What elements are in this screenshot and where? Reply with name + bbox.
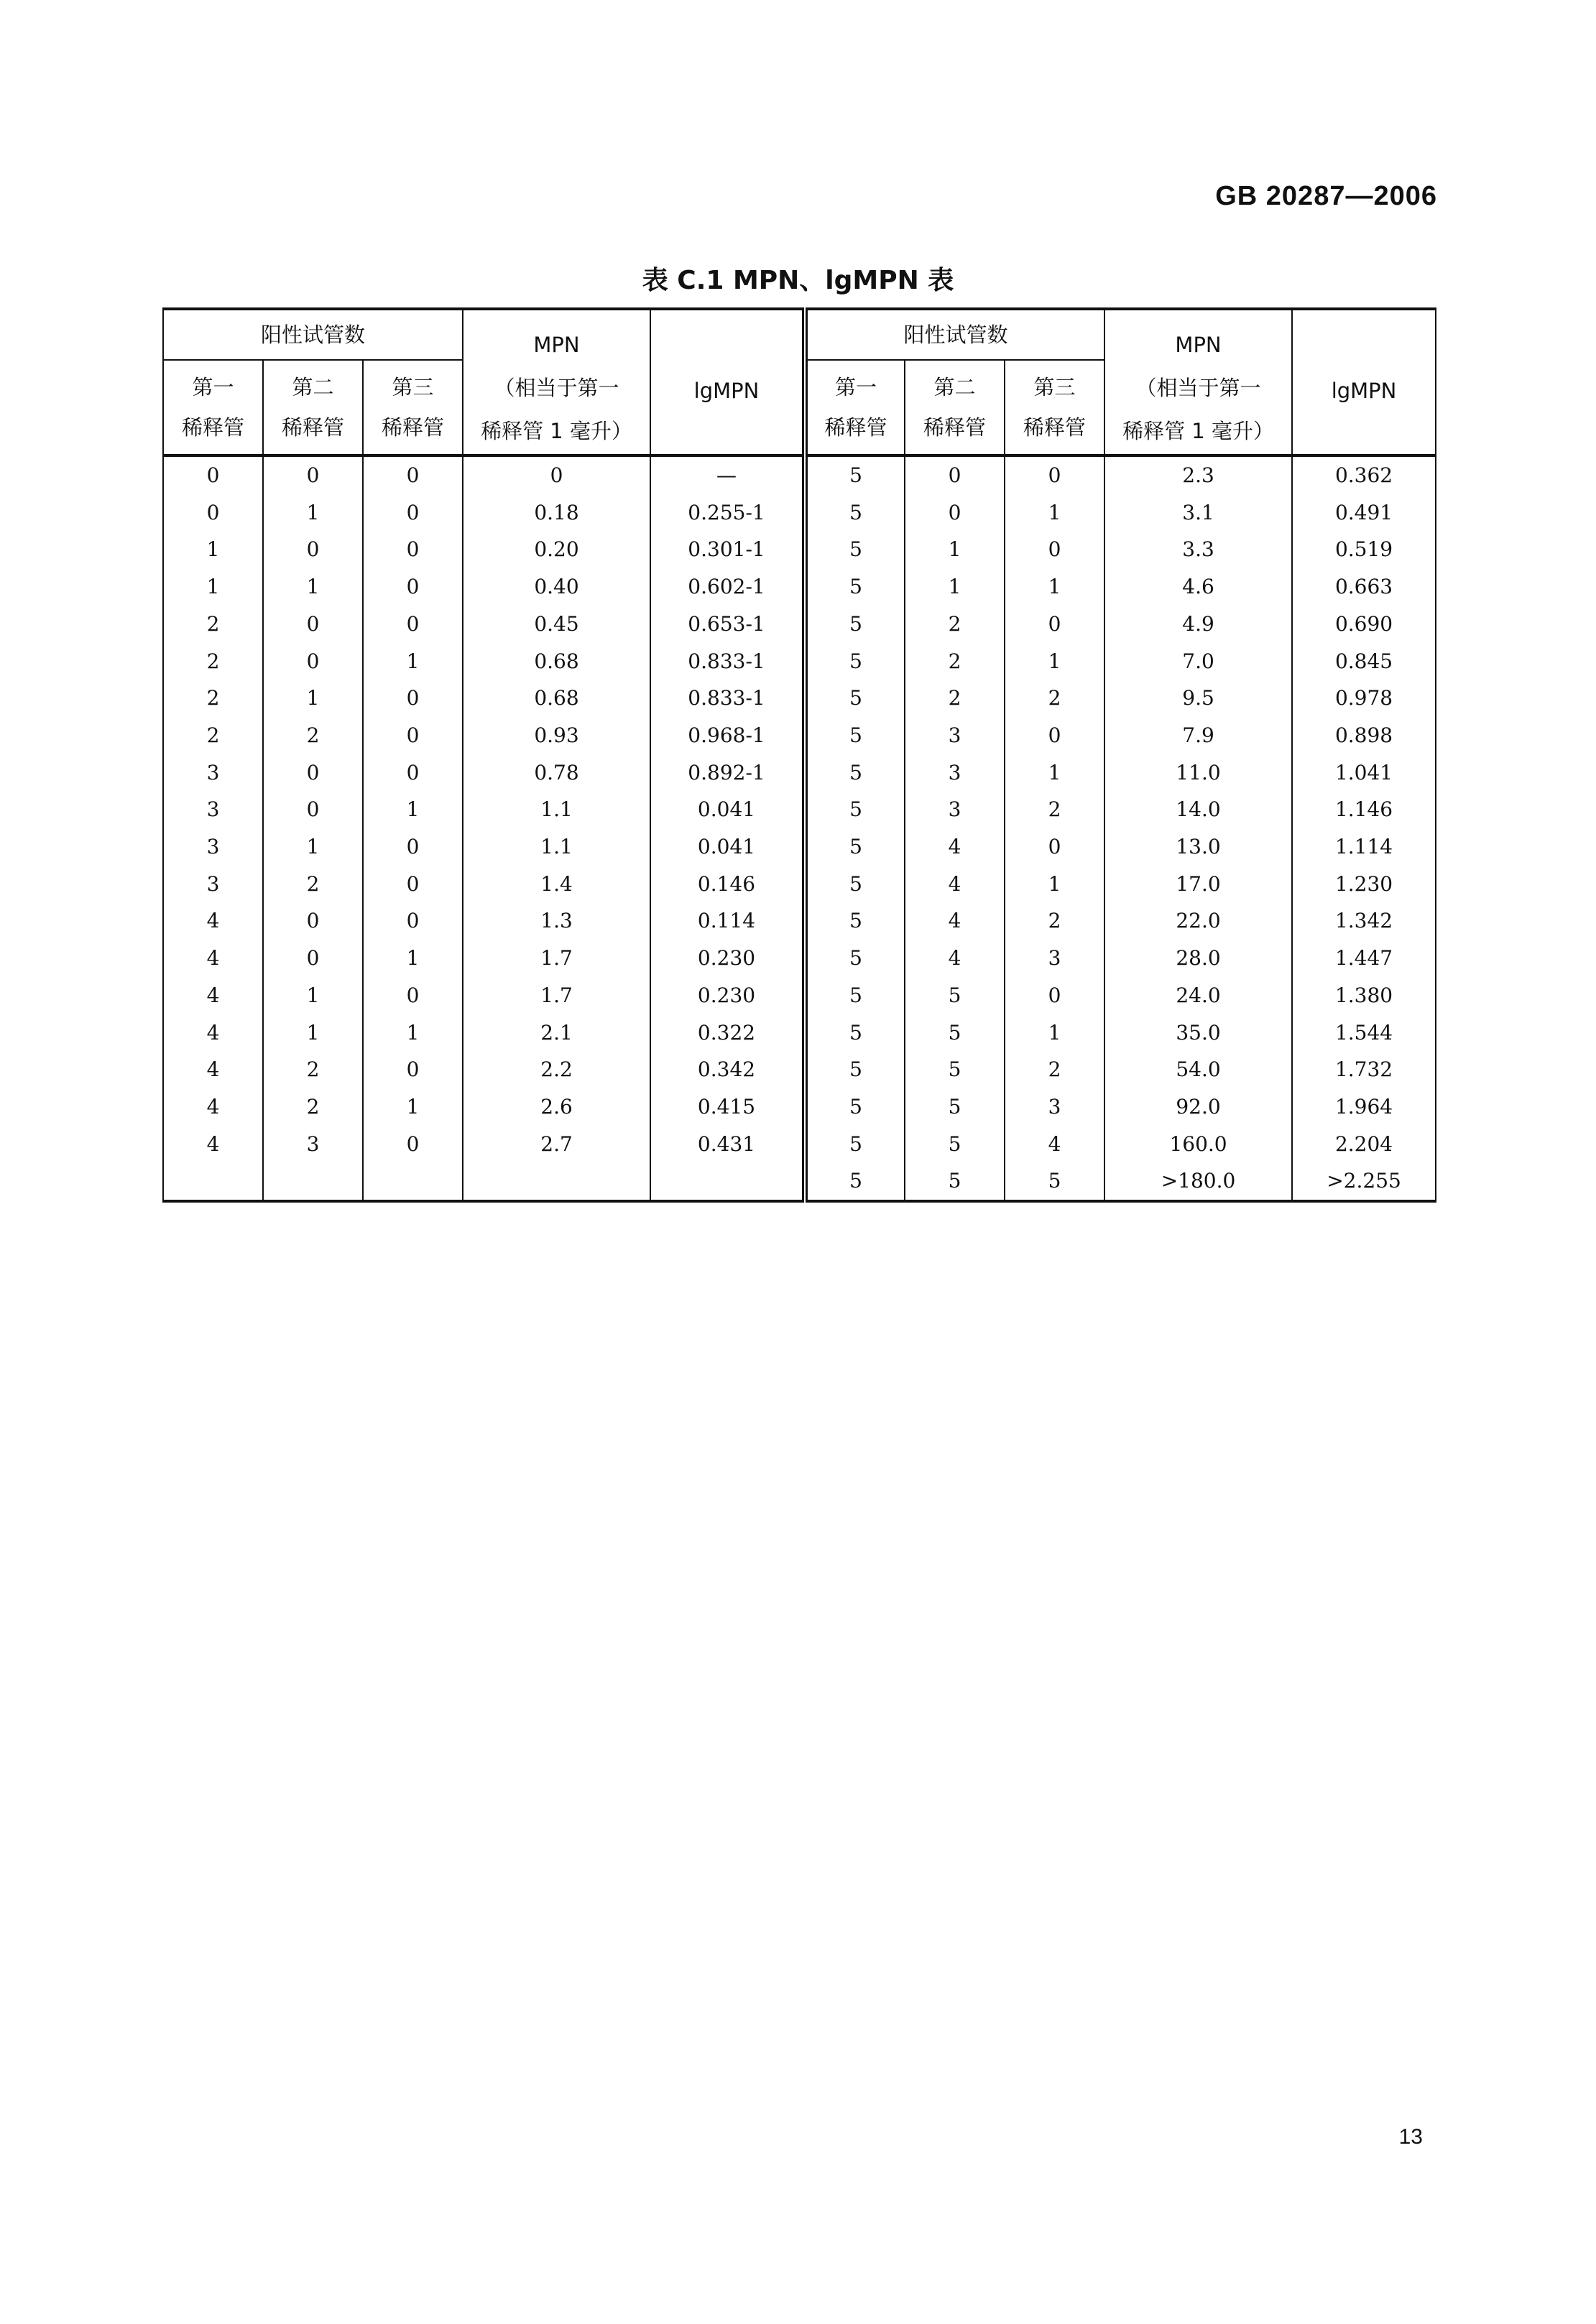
cell-left-lgmpn: 0.255-1 xyxy=(650,494,805,532)
cell-right-third: 4 xyxy=(1005,1126,1104,1163)
cell-right-third: 0 xyxy=(1005,717,1104,754)
header-first-right-line1: 第一 xyxy=(835,375,877,399)
cell-right-lgmpn: 0.898 xyxy=(1292,717,1436,754)
cell-right-third: 0 xyxy=(1005,606,1104,643)
cell-left-second: 3 xyxy=(263,1126,363,1163)
cell-right-third: 0 xyxy=(1005,531,1104,568)
table-row xyxy=(163,455,1436,494)
cell-left-lgmpn: 0.431 xyxy=(650,1126,805,1163)
cell-left-second: 1 xyxy=(263,977,363,1014)
cell-right-mpn: 2.3 xyxy=(1104,455,1292,494)
cell-right-lgmpn: 1.041 xyxy=(1292,754,1436,792)
cell-left-lgmpn xyxy=(650,1162,805,1201)
cell-right-third: 1 xyxy=(1005,866,1104,903)
cell-left-third: 0 xyxy=(363,606,463,643)
cell-right-lgmpn: 1.342 xyxy=(1292,902,1436,940)
cell-left-second: 0 xyxy=(263,531,363,568)
cell-right-second: 5 xyxy=(905,1126,1005,1163)
cell-right-second: 4 xyxy=(905,828,1005,866)
cell-right-first: 5 xyxy=(805,1162,905,1201)
cell-left-third: 0 xyxy=(363,680,463,717)
cell-left-lgmpn: 0.968-1 xyxy=(650,717,805,754)
cell-left-third: 0 xyxy=(363,866,463,903)
table-body xyxy=(163,455,1436,1201)
cell-right-lgmpn: >2.255 xyxy=(1292,1162,1436,1201)
cell-right-third: 1 xyxy=(1005,1014,1104,1052)
cell-left-first: 4 xyxy=(163,1051,263,1088)
header-second-left-line1: 第二 xyxy=(292,375,334,399)
cell-right-mpn: 7.0 xyxy=(1104,643,1292,680)
cell-left-mpn: 0.20 xyxy=(463,531,650,568)
cell-left-second xyxy=(263,1162,363,1201)
table-row xyxy=(163,680,1436,717)
cell-left-second: 1 xyxy=(263,1014,363,1052)
header-second-right-line1: 第二 xyxy=(933,375,976,399)
table-row xyxy=(163,754,1436,792)
cell-right-lgmpn: 0.362 xyxy=(1292,455,1436,494)
table-title: 表 C.1 MPN、lgMPN 表 xyxy=(642,266,954,295)
cell-left-third: 0 xyxy=(363,568,463,606)
cell-left-lgmpn: 0.230 xyxy=(650,977,805,1014)
cell-right-third: 5 xyxy=(1005,1162,1104,1201)
cell-left-second: 0 xyxy=(263,455,363,494)
cell-left-third: 1 xyxy=(363,791,463,828)
cell-right-second: 1 xyxy=(905,531,1005,568)
cell-right-mpn: 9.5 xyxy=(1104,680,1292,717)
cell-right-second: 3 xyxy=(905,791,1005,828)
cell-right-second: 1 xyxy=(905,568,1005,606)
cell-left-mpn: 0.45 xyxy=(463,606,650,643)
cell-right-third: 1 xyxy=(1005,568,1104,606)
cell-right-first: 5 xyxy=(805,1051,905,1088)
table-row xyxy=(163,1014,1436,1052)
cell-left-mpn: 1.1 xyxy=(463,791,650,828)
cell-left-lgmpn: 0.602-1 xyxy=(650,568,805,606)
cell-right-lgmpn: 2.204 xyxy=(1292,1126,1436,1163)
table-row xyxy=(163,828,1436,866)
cell-right-third: 1 xyxy=(1005,754,1104,792)
cell-right-second: 4 xyxy=(905,866,1005,903)
cell-left-third: 0 xyxy=(363,902,463,940)
cell-right-mpn: 28.0 xyxy=(1104,940,1292,977)
cell-left-first: 4 xyxy=(163,940,263,977)
table-row xyxy=(163,1051,1436,1088)
cell-left-first: 3 xyxy=(163,791,263,828)
cell-right-second: 4 xyxy=(905,902,1005,940)
cell-left-first: 1 xyxy=(163,531,263,568)
cell-left-mpn: 0 xyxy=(463,455,650,494)
cell-right-third: 2 xyxy=(1005,680,1104,717)
header-first-right-line2: 稀释管 xyxy=(824,415,887,440)
cell-right-lgmpn: 0.519 xyxy=(1292,531,1436,568)
header-second-dilution-left xyxy=(263,360,363,455)
cell-left-third: 0 xyxy=(363,977,463,1014)
cell-left-third: 0 xyxy=(363,531,463,568)
cell-right-lgmpn: 1.732 xyxy=(1292,1051,1436,1088)
table-row xyxy=(163,902,1436,940)
cell-left-third: 0 xyxy=(363,494,463,532)
cell-left-mpn: 1.3 xyxy=(463,902,650,940)
cell-left-mpn: 0.18 xyxy=(463,494,650,532)
cell-left-first: 3 xyxy=(163,754,263,792)
cell-right-lgmpn: 0.978 xyxy=(1292,680,1436,717)
cell-right-mpn: 160.0 xyxy=(1104,1126,1292,1163)
cell-right-second: 5 xyxy=(905,1051,1005,1088)
cell-left-second: 2 xyxy=(263,1088,363,1126)
cell-right-mpn: 17.0 xyxy=(1104,866,1292,903)
cell-right-first: 5 xyxy=(805,568,905,606)
cell-left-third: 1 xyxy=(363,1014,463,1052)
cell-left-second: 1 xyxy=(263,828,363,866)
cell-right-second: 2 xyxy=(905,680,1005,717)
cell-right-first: 5 xyxy=(805,717,905,754)
cell-left-second: 1 xyxy=(263,680,363,717)
cell-right-third: 2 xyxy=(1005,1051,1104,1088)
cell-right-mpn: 22.0 xyxy=(1104,902,1292,940)
table-row xyxy=(163,531,1436,568)
cell-right-first: 5 xyxy=(805,1126,905,1163)
table-row xyxy=(163,568,1436,606)
header-third-dilution-left xyxy=(363,360,463,455)
cell-left-mpn: 0.68 xyxy=(463,643,650,680)
cell-left-first: 3 xyxy=(163,828,263,866)
header-positive-tubes-left: 阳性试管数 xyxy=(163,309,463,360)
cell-right-second: 0 xyxy=(905,455,1005,494)
header-second-left-line2: 稀释管 xyxy=(281,415,344,440)
cell-left-lgmpn: 0.114 xyxy=(650,902,805,940)
header-mpn-left xyxy=(463,309,650,455)
cell-right-third: 1 xyxy=(1005,494,1104,532)
header-third-right-line1: 第三 xyxy=(1033,375,1076,399)
cell-right-lgmpn: 1.230 xyxy=(1292,866,1436,903)
cell-right-lgmpn: 1.380 xyxy=(1292,977,1436,1014)
table-row xyxy=(163,1088,1436,1126)
cell-left-first: 3 xyxy=(163,866,263,903)
cell-right-first: 5 xyxy=(805,828,905,866)
cell-left-third: 0 xyxy=(363,828,463,866)
cell-left-third: 0 xyxy=(363,717,463,754)
cell-right-mpn: 3.3 xyxy=(1104,531,1292,568)
cell-left-first: 0 xyxy=(163,494,263,532)
cell-right-first: 5 xyxy=(805,455,905,494)
cell-right-second: 3 xyxy=(905,717,1005,754)
cell-left-mpn: 1.1 xyxy=(463,828,650,866)
cell-right-mpn: 13.0 xyxy=(1104,828,1292,866)
cell-left-first: 0 xyxy=(163,455,263,494)
table-header xyxy=(163,309,1436,455)
header-lgmpn-right: lgMPN xyxy=(1292,309,1436,455)
cell-right-lgmpn: 0.491 xyxy=(1292,494,1436,532)
cell-left-first: 4 xyxy=(163,977,263,1014)
cell-right-lgmpn: 1.114 xyxy=(1292,828,1436,866)
cell-left-second: 0 xyxy=(263,940,363,977)
table-row xyxy=(163,1126,1436,1163)
cell-right-third: 0 xyxy=(1005,977,1104,1014)
cell-right-mpn: 24.0 xyxy=(1104,977,1292,1014)
header-third-right-line2: 稀释管 xyxy=(1023,415,1087,440)
cell-left-first: 2 xyxy=(163,717,263,754)
cell-right-third: 3 xyxy=(1005,1088,1104,1126)
cell-right-mpn: >180.0 xyxy=(1104,1162,1292,1201)
cell-left-second: 2 xyxy=(263,866,363,903)
cell-left-lgmpn: 0.653-1 xyxy=(650,606,805,643)
cell-right-mpn: 11.0 xyxy=(1104,754,1292,792)
table-row xyxy=(163,717,1436,754)
cell-right-mpn: 92.0 xyxy=(1104,1088,1292,1126)
cell-right-lgmpn: 1.544 xyxy=(1292,1014,1436,1052)
cell-left-lgmpn: 0.833-1 xyxy=(650,643,805,680)
cell-right-third: 1 xyxy=(1005,643,1104,680)
cell-right-third: 0 xyxy=(1005,455,1104,494)
cell-left-third: 0 xyxy=(363,1051,463,1088)
cell-left-mpn: 2.1 xyxy=(463,1014,650,1052)
header-mpn-left-line1: MPN xyxy=(533,333,580,357)
cell-left-lgmpn: 0.342 xyxy=(650,1051,805,1088)
cell-left-mpn: 0.40 xyxy=(463,568,650,606)
cell-right-second: 3 xyxy=(905,754,1005,792)
standard-number: GB 20287—2006 xyxy=(1215,181,1437,211)
cell-right-first: 5 xyxy=(805,977,905,1014)
table-row xyxy=(163,866,1436,903)
cell-right-mpn: 4.9 xyxy=(1104,606,1292,643)
cell-right-first: 5 xyxy=(805,1088,905,1126)
table-row xyxy=(163,791,1436,828)
table-row xyxy=(163,643,1436,680)
cell-right-first: 5 xyxy=(805,902,905,940)
header-first-dilution-left xyxy=(163,360,263,455)
header-third-left-line1: 第三 xyxy=(392,375,434,399)
cell-right-mpn: 4.6 xyxy=(1104,568,1292,606)
cell-left-third xyxy=(363,1162,463,1201)
cell-right-lgmpn: 0.690 xyxy=(1292,606,1436,643)
cell-left-mpn xyxy=(463,1162,650,1201)
header-mpn-left-line2: （相当于第一 xyxy=(494,376,619,400)
cell-left-second: 0 xyxy=(263,643,363,680)
cell-right-third: 2 xyxy=(1005,791,1104,828)
mpn-table xyxy=(162,307,1436,1203)
cell-right-third: 0 xyxy=(1005,828,1104,866)
cell-left-mpn: 2.7 xyxy=(463,1126,650,1163)
cell-left-mpn: 0.93 xyxy=(463,717,650,754)
cell-left-mpn: 2.6 xyxy=(463,1088,650,1126)
header-mpn-right xyxy=(1104,309,1292,455)
cell-left-lgmpn: 0.041 xyxy=(650,791,805,828)
cell-right-first: 5 xyxy=(805,643,905,680)
cell-left-first: 4 xyxy=(163,902,263,940)
cell-left-third: 1 xyxy=(363,940,463,977)
cell-left-lgmpn: 0.041 xyxy=(650,828,805,866)
page-number: 13 xyxy=(1398,2125,1423,2149)
cell-left-lgmpn: 0.833-1 xyxy=(650,680,805,717)
cell-right-lgmpn: 0.663 xyxy=(1292,568,1436,606)
header-third-dilution-right xyxy=(1005,360,1104,455)
header-mpn-right-line2: （相当于第一 xyxy=(1135,376,1261,400)
cell-left-third: 0 xyxy=(363,754,463,792)
cell-right-first: 5 xyxy=(805,754,905,792)
cell-right-lgmpn: 1.964 xyxy=(1292,1088,1436,1126)
header-first-left-line1: 第一 xyxy=(192,375,234,399)
cell-left-first xyxy=(163,1162,263,1201)
cell-left-mpn: 1.7 xyxy=(463,977,650,1014)
table-row xyxy=(163,977,1436,1014)
cell-right-second: 2 xyxy=(905,606,1005,643)
table-row xyxy=(163,606,1436,643)
cell-right-mpn: 7.9 xyxy=(1104,717,1292,754)
cell-left-lgmpn: — xyxy=(650,455,805,494)
cell-left-lgmpn: 0.322 xyxy=(650,1014,805,1052)
cell-left-mpn: 0.78 xyxy=(463,754,650,792)
cell-left-lgmpn: 0.230 xyxy=(650,940,805,977)
cell-right-first: 5 xyxy=(805,940,905,977)
cell-right-mpn: 14.0 xyxy=(1104,791,1292,828)
cell-right-second: 5 xyxy=(905,1088,1005,1126)
cell-left-mpn: 2.2 xyxy=(463,1051,650,1088)
header-mpn-right-line1: MPN xyxy=(1175,333,1222,357)
cell-left-first: 2 xyxy=(163,606,263,643)
cell-right-second: 5 xyxy=(905,1162,1005,1201)
cell-right-second: 0 xyxy=(905,494,1005,532)
header-mpn-right-line3: 稀释管 1 毫升） xyxy=(1122,419,1274,443)
cell-right-first: 5 xyxy=(805,1014,905,1052)
table-row xyxy=(163,940,1436,977)
cell-left-second: 0 xyxy=(263,902,363,940)
cell-left-second: 0 xyxy=(263,606,363,643)
cell-left-first: 4 xyxy=(163,1126,263,1163)
cell-right-first: 5 xyxy=(805,531,905,568)
cell-left-second: 2 xyxy=(263,1051,363,1088)
cell-left-third: 0 xyxy=(363,1126,463,1163)
table-row xyxy=(163,1162,1436,1201)
cell-right-second: 4 xyxy=(905,940,1005,977)
cell-left-first: 2 xyxy=(163,680,263,717)
header-lgmpn-left: lgMPN xyxy=(650,309,805,455)
header-first-dilution-right xyxy=(805,360,905,455)
cell-left-lgmpn: 0.415 xyxy=(650,1088,805,1126)
cell-right-mpn: 35.0 xyxy=(1104,1014,1292,1052)
cell-right-mpn: 3.1 xyxy=(1104,494,1292,532)
cell-right-lgmpn: 1.447 xyxy=(1292,940,1436,977)
cell-right-third: 3 xyxy=(1005,940,1104,977)
cell-right-first: 5 xyxy=(805,606,905,643)
cell-right-first: 5 xyxy=(805,791,905,828)
cell-right-first: 5 xyxy=(805,494,905,532)
cell-left-mpn: 1.7 xyxy=(463,940,650,977)
cell-left-mpn: 1.4 xyxy=(463,866,650,903)
cell-left-second: 1 xyxy=(263,568,363,606)
cell-left-lgmpn: 0.301-1 xyxy=(650,531,805,568)
cell-right-first: 5 xyxy=(805,680,905,717)
header-positive-tubes-right: 阳性试管数 xyxy=(805,309,1104,360)
cell-left-first: 2 xyxy=(163,643,263,680)
cell-left-third: 1 xyxy=(363,1088,463,1126)
cell-right-second: 5 xyxy=(905,1014,1005,1052)
header-mpn-left-line3: 稀释管 1 毫升） xyxy=(481,419,632,443)
cell-right-second: 5 xyxy=(905,977,1005,1014)
cell-left-third: 1 xyxy=(363,643,463,680)
cell-left-mpn: 0.68 xyxy=(463,680,650,717)
cell-right-third: 2 xyxy=(1005,902,1104,940)
cell-left-first: 1 xyxy=(163,568,263,606)
cell-right-lgmpn: 0.845 xyxy=(1292,643,1436,680)
cell-right-first: 5 xyxy=(805,866,905,903)
header-second-right-line2: 稀释管 xyxy=(923,415,987,440)
cell-left-second: 0 xyxy=(263,754,363,792)
header-third-left-line2: 稀释管 xyxy=(382,415,445,440)
cell-left-first: 4 xyxy=(163,1088,263,1126)
cell-left-second: 0 xyxy=(263,791,363,828)
cell-left-second: 2 xyxy=(263,717,363,754)
cell-left-first: 4 xyxy=(163,1014,263,1052)
cell-left-lgmpn: 0.146 xyxy=(650,866,805,903)
cell-right-mpn: 54.0 xyxy=(1104,1051,1292,1088)
cell-right-second: 2 xyxy=(905,643,1005,680)
header-second-dilution-right xyxy=(905,360,1005,455)
table-row xyxy=(163,494,1436,532)
cell-left-lgmpn: 0.892-1 xyxy=(650,754,805,792)
cell-left-second: 1 xyxy=(263,494,363,532)
cell-right-lgmpn: 1.146 xyxy=(1292,791,1436,828)
cell-left-third: 0 xyxy=(363,455,463,494)
header-first-left-line2: 稀释管 xyxy=(181,415,244,440)
